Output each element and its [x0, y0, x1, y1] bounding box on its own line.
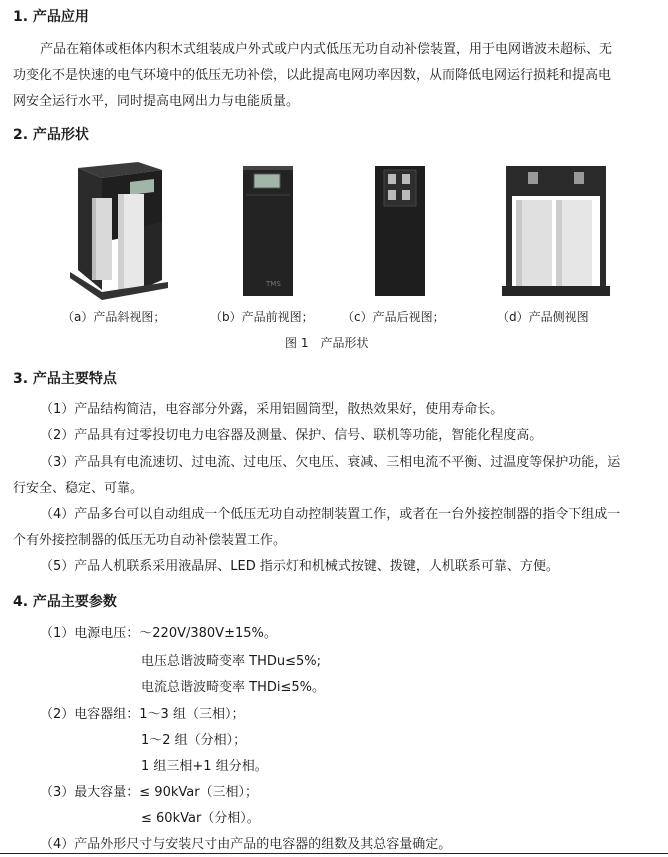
section-1-line: 网安全运行水平，同时提高电网出力与电能质量。	[13, 94, 300, 109]
product-side-view-image	[498, 160, 614, 304]
param-sub: ≤ 60kVar（分相）。	[141, 811, 260, 826]
param-sub: 1 组三相+1 组分相。	[141, 759, 268, 774]
feature-item-cont: 行安全、稳定、可靠。	[13, 481, 144, 496]
figure-b-caption: （b）产品前视图；	[210, 310, 314, 324]
product-back-view-image	[372, 160, 428, 304]
feature-item-cont: 个有外接控制器的低压无功自动补偿装置工作。	[13, 533, 287, 548]
figure-d-caption: （d）产品侧视图	[497, 310, 589, 324]
feature-item: （5）产品人机联系采用液晶屏、LED 指示灯和机械式按键、拨键，人机联系可靠、方便。	[40, 559, 559, 574]
figure-a-caption: （a）产品斜视图；	[62, 310, 166, 324]
section-1-heading: 1. 产品应用	[13, 9, 89, 25]
bottom-rule	[0, 853, 668, 854]
section-1-line: 功变化不是快速的电气环境中的低压无功补偿，以此提高电网功率因数，从而降低电网运行损耗和提高电	[13, 68, 612, 83]
param-sub: 电压总谐波畸变率 THDu≤5%;	[141, 654, 321, 669]
svg-text:TMS: TMS	[266, 280, 281, 288]
param-sub: 电流总谐波畸变率 THDi≤5%。	[141, 680, 325, 695]
feature-item: （4）产品多台可以自动组成一个低压无功自动控制装置工作，或者在一台外接控制器的指令下组成一	[40, 507, 621, 522]
param-sub: 1～2 组（分相）；	[141, 733, 247, 748]
param-item: （3）最大容量：≤ 90kVar（三相）；	[40, 785, 259, 800]
section-1-line: 产品在箱体或柜体内积木式组装成户外式或户内式低压无功自动补偿装置，用于电网谐波未超标、无	[40, 42, 613, 57]
section-3-heading: 3. 产品主要特点	[13, 371, 117, 387]
param-item: （2）电容器组：1～3 组（三相）；	[40, 707, 245, 722]
product-front-view-image	[240, 160, 296, 304]
feature-item: （1）产品结构简洁，电容部分外露，采用铝圆筒型，散热效果好，使用寿命长。	[40, 402, 504, 417]
figure-title: 图 1 产品形状	[285, 336, 369, 350]
param-item: （4）产品外形尺寸与安装尺寸由产品的电容器的组数及其总容量确定。	[40, 837, 452, 852]
feature-item: （2）产品具有过零投切电力电容器及测量、保护、信号、联机等功能，智能化程度高。	[40, 428, 543, 443]
product-oblique-view-image	[64, 160, 170, 304]
section-4-heading: 4. 产品主要参数	[13, 594, 117, 610]
param-item: （1）电源电压：～220V/380V±15%。	[40, 626, 277, 641]
section-2-heading: 2. 产品形状	[13, 127, 89, 143]
figure-c-caption: （c）产品后视图；	[342, 310, 445, 324]
feature-item: （3）产品具有电流速切、过电流、过电压、欠电压、衰减、三相电流不平衡、过温度等保护功能，运	[40, 455, 621, 470]
